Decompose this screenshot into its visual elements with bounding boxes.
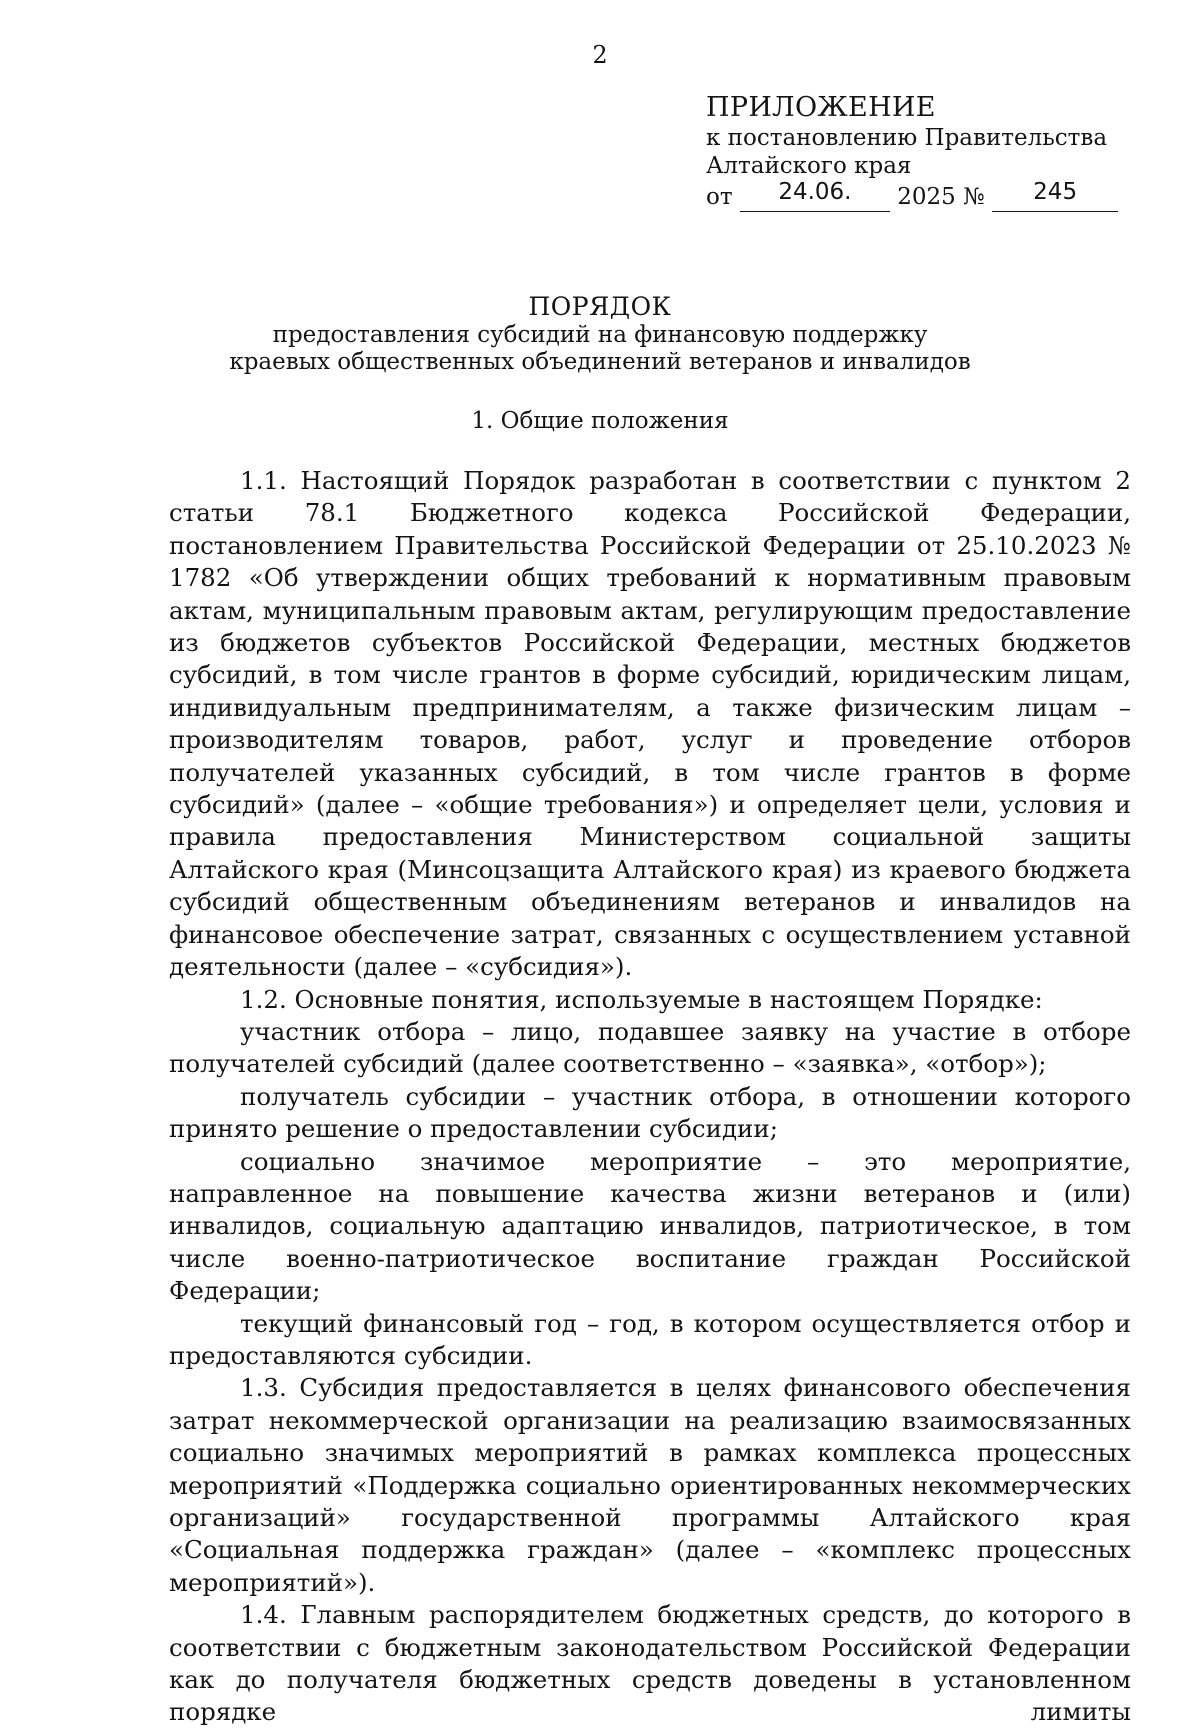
page-number: 2 (592, 41, 608, 69)
year-text: 2025 № (897, 184, 985, 210)
body-text (169, 465, 1131, 1729)
paragraph: 1.3. Субсидия предоставляется в целях финансового обеспечения затрат некоммерческой организации на реализацию взаимосвязанных социально значимых мероприятий в рамках комплекса процессных мероприятий «Поддержка социально ориентированных некоммерческих организаций» государственной программы Алтайского края «Социальная поддержка граждан» (далее – «комплекс процессных мероприятий»). (169, 1373, 1131, 1597)
date-prefix: от (706, 184, 733, 210)
subtitle-line-2: краевых общественных объединений ветеранов и инвалидов (229, 349, 971, 375)
document-title: ПОРЯДОК (528, 292, 672, 321)
date-value: 24.06. (778, 179, 852, 205)
paragraph: 1.4. Главным распорядителем бюджетных средств, до которого в соответствии с бюджетным законодательством Российской Федерации как до получателя бюджетных средств доведены в установленном порядке лимиты (169, 1600, 1131, 1727)
paragraph: текущий финансовый год – год, в котором осуществляется отбор и предоставляются субсидии. (169, 1308, 1131, 1370)
paragraph: социально значимое мероприятие – это мероприятие, направленное на повышение качества жизни ветеранов и (или) инвалидов, социальную адаптацию инвалидов, патриотическое, в том числе военно-патриотическое воспитание граждан Российской Федерации; (169, 1146, 1131, 1306)
appendix-line-2: Алтайского края (706, 153, 912, 179)
paragraph: 1.1. Настоящий Порядок разработан в соответствии с пунктом 2 статьи 78.1 Бюджетного кодекса Российской Федерации, постановлением Правительства Российской Федерации от 25.10.2023 № 1782 «Об утверждении общих требований к нормативным правовым актам, муниципальным правовым актам, регулирующим предоставление из бюджетов субъектов Российской Федерации, местных бюджетов субсидий, в том числе грантов в форме субсидий, юридическим лицам, индивидуальным предпринимателям, а также физическим лицам – производителям товаров, работ, услуг и проведение отборов получателей указанных субсидий, в том числе грантов в форме субсидий» (далее – «общие требования») и определяет цели, условия и правила предоставления Министерством социальной защиты Алтайского края (Минсоцзащита Алтайского края) из краевого бюджета субсидий общественным объединениям ветеранов и инвалидов на финансовое обеспечение затрат, связанных с осуществлением уставной деятельности (далее – «субсидия»). (169, 466, 1131, 982)
number-value: 245 (1033, 179, 1078, 205)
appendix-block (706, 92, 1166, 212)
paragraph: получатель субсидии – участник отбора, в отношении которого принято решение о предоставлении субсидии; (169, 1081, 1131, 1144)
subtitle-line-1: предоставления субсидий на финансовую поддержку (272, 322, 928, 348)
appendix-date-line (706, 179, 1166, 212)
document-subtitle (0, 322, 1200, 376)
paragraph: 1.2. Основные понятия, используемые в настоящем Порядке: (240, 984, 1043, 1014)
paragraph: участник отбора – лицо, подавшее заявку на участие в отборе получателей субсидий (далее соответственно – «заявка», «отбор»); (169, 1016, 1131, 1079)
appendix-line-1: к постановлению Правительства (706, 125, 1108, 151)
date-blank (740, 179, 890, 212)
section-title: 1. Общие положения (471, 408, 729, 434)
appendix-title: ПРИЛОЖЕНИЕ (706, 92, 936, 123)
number-blank (992, 179, 1118, 212)
